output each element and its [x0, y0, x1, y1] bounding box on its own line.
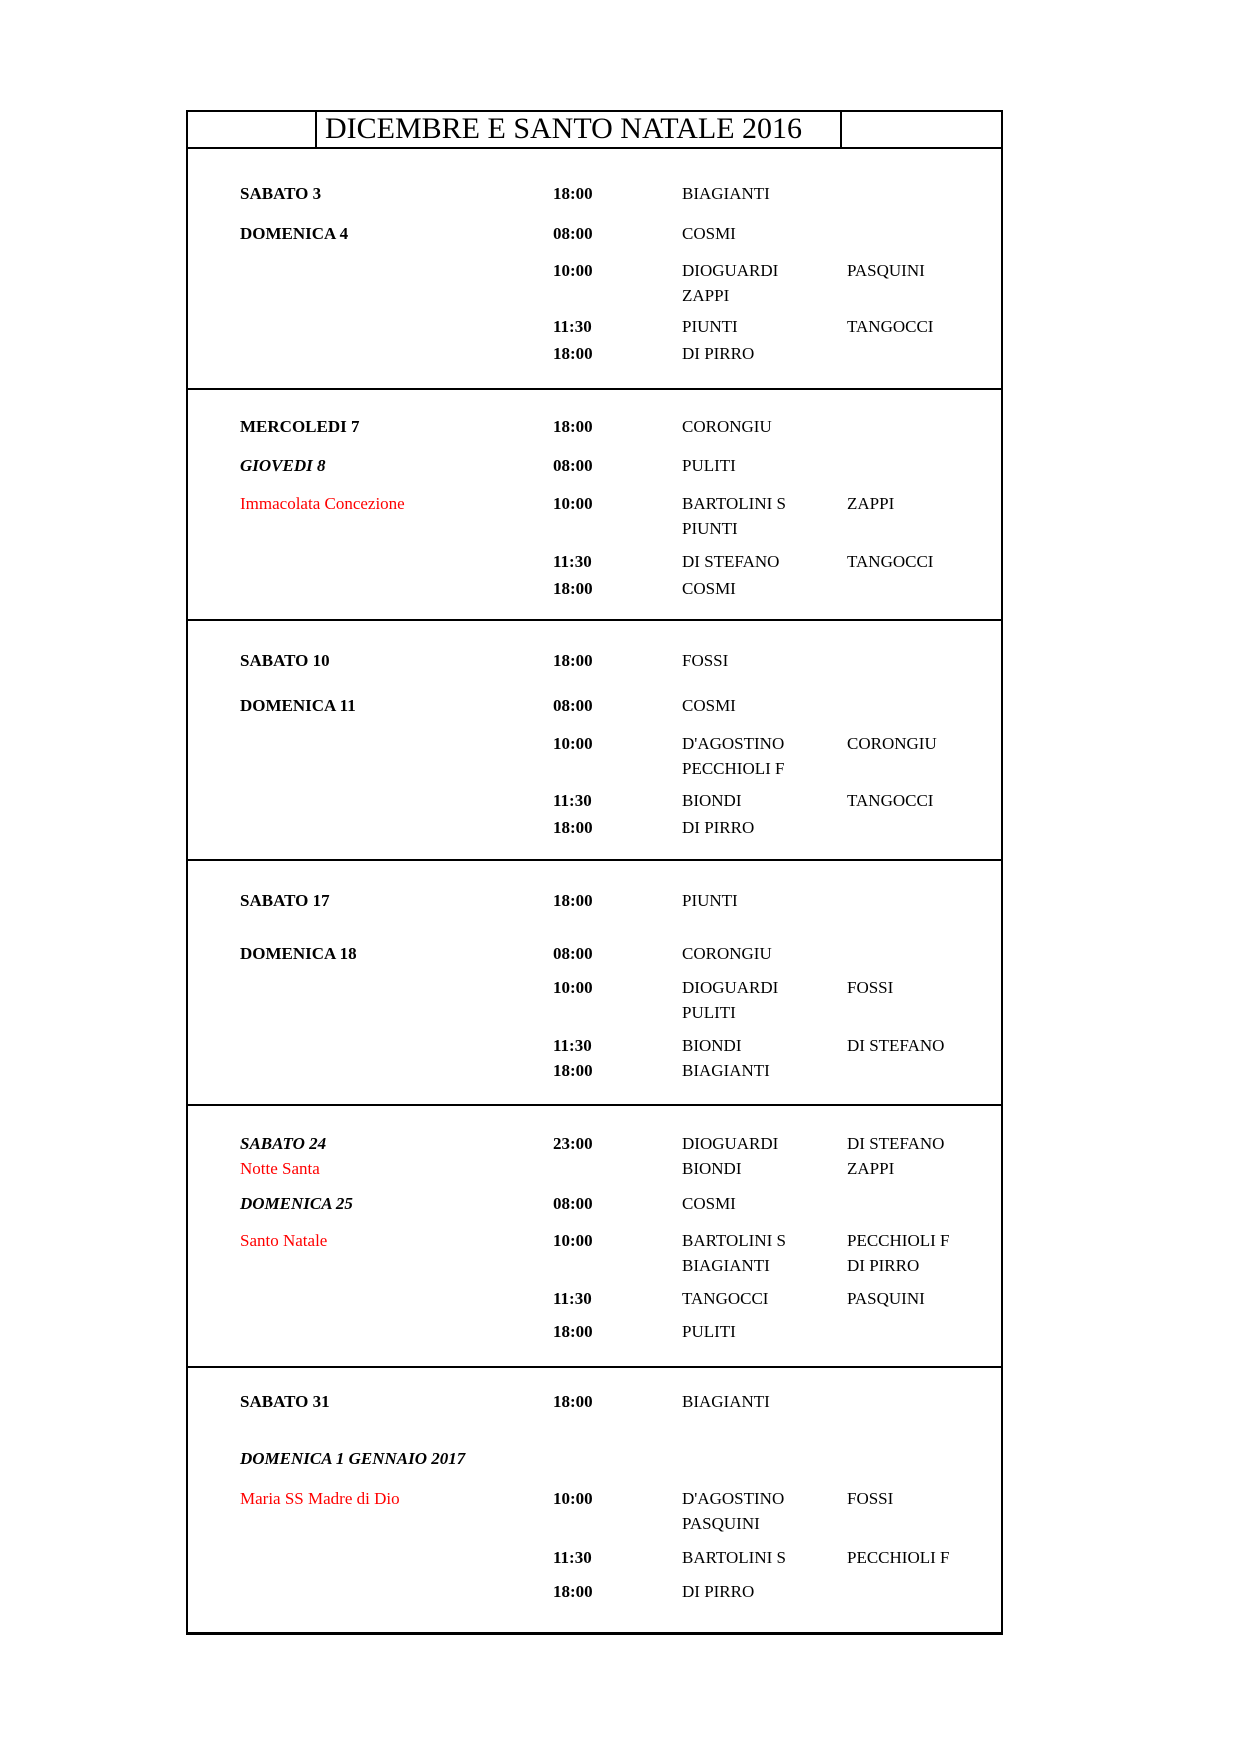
schedule-row [188, 1156, 1001, 1181]
celebrant-name-2: ZAPPI [847, 494, 895, 513]
schedule-row [188, 1511, 1001, 1536]
celebrant-name-1: BARTOLINI S [682, 1548, 786, 1567]
celebrant-name-1: DI STEFANO [682, 552, 780, 571]
celebrant-name-1: CORONGIU [682, 417, 772, 436]
celebrant-name-2: DI STEFANO [847, 1134, 945, 1153]
day-label: MERCOLEDI 7 [240, 417, 360, 436]
time-value: 18:00 [553, 818, 593, 837]
time-value: 08:00 [553, 456, 593, 475]
schedule-table [186, 110, 1003, 1635]
day-label: SABATO 31 [240, 1392, 330, 1411]
schedule-row [188, 1545, 1001, 1570]
schedule-row [188, 815, 1001, 840]
time-value: 11:30 [553, 552, 592, 571]
schedule-row [188, 491, 1001, 516]
celebrant-name-1: PIUNTI [682, 317, 738, 336]
time-value: 18:00 [553, 184, 593, 203]
celebrant-name-2: PASQUINI [847, 261, 925, 280]
schedule-section-0 [188, 149, 1001, 390]
time-value: 08:00 [553, 944, 593, 963]
celebrant-name-2: PECCHIOLI F [847, 1231, 950, 1250]
celebrant-name-1: DIOGUARDI [682, 261, 779, 280]
time-value: 23:00 [553, 1134, 593, 1153]
holiday-label: Immacolata Concezione [240, 494, 405, 513]
celebrant-name-1: DI PIRRO [682, 344, 755, 363]
schedule-row [188, 941, 1001, 966]
schedule-row [188, 756, 1001, 781]
schedule-row [188, 1319, 1001, 1344]
time-value: 18:00 [553, 417, 593, 436]
schedule-section-4 [188, 1106, 1001, 1368]
schedule-row [188, 549, 1001, 574]
celebrant-name-1: COSMI [682, 696, 736, 715]
schedule-row [188, 221, 1001, 246]
celebrant-name-2: CORONGIU [847, 734, 937, 753]
holiday-label: Santo Natale [240, 1231, 328, 1250]
celebrant-name-1: FOSSI [682, 651, 729, 670]
celebrant-name-1: COSMI [682, 224, 736, 243]
header-empty-right-cell [842, 112, 1001, 147]
celebrant-name-1: PECCHIOLI F [682, 759, 785, 778]
day-label: GIOVEDI 8 [240, 456, 326, 475]
time-value: 18:00 [553, 579, 593, 598]
celebrant-name-1: DI PIRRO [682, 1582, 755, 1601]
time-value: 08:00 [553, 696, 593, 715]
celebrant-name-1: BARTOLINI S [682, 1231, 786, 1250]
celebrant-name-1: DIOGUARDI [682, 978, 779, 997]
schedule-row [188, 731, 1001, 756]
time-value: 11:30 [553, 791, 592, 810]
holiday-label: Maria SS Madre di Dio [240, 1489, 400, 1508]
celebrant-name-1: BIAGIANTI [682, 1061, 770, 1080]
day-label: SABATO 24 [240, 1134, 327, 1153]
schedule-row [188, 1191, 1001, 1216]
celebrant-name-2: DI STEFANO [847, 1036, 945, 1055]
celebrant-name-1: BIONDI [682, 1159, 742, 1178]
time-value: 10:00 [553, 494, 593, 513]
time-value: 18:00 [553, 1322, 593, 1341]
time-value: 08:00 [553, 224, 593, 243]
table-header-row [188, 112, 1001, 149]
celebrant-name-1: TANGOCCI [682, 1289, 769, 1308]
time-value: 10:00 [553, 1489, 593, 1508]
celebrant-name-2: TANGOCCI [847, 552, 934, 571]
time-value: 18:00 [553, 1392, 593, 1411]
celebrant-name-1: BIONDI [682, 1036, 742, 1055]
celebrant-name-1: PULITI [682, 456, 736, 475]
schedule-section-1 [188, 390, 1001, 621]
schedule-row [188, 648, 1001, 673]
celebrant-name-2: DI PIRRO [847, 1256, 920, 1275]
celebrant-name-2: TANGOCCI [847, 791, 934, 810]
celebrant-name-1: PASQUINI [682, 1514, 760, 1533]
celebrant-name-1: COSMI [682, 1194, 736, 1213]
time-value: 10:00 [553, 734, 593, 753]
holiday-label: Notte Santa [240, 1159, 320, 1178]
celebrant-name-1: CORONGIU [682, 944, 772, 963]
schedule-row [188, 1579, 1001, 1604]
time-value: 11:30 [553, 1548, 592, 1567]
schedule-row [188, 181, 1001, 206]
day-label: SABATO 17 [240, 891, 330, 910]
schedule-row [188, 1058, 1001, 1083]
schedule-row [188, 888, 1001, 913]
schedule-row [188, 693, 1001, 718]
schedule-section-5 [188, 1368, 1001, 1632]
day-label: DOMENICA 11 [240, 696, 356, 715]
time-value: 11:30 [553, 317, 592, 336]
schedule-row [188, 516, 1001, 541]
celebrant-name-1: BIAGIANTI [682, 184, 770, 203]
celebrant-name-1: PIUNTI [682, 891, 738, 910]
celebrant-name-1: PULITI [682, 1322, 736, 1341]
celebrant-name-2: TANGOCCI [847, 317, 934, 336]
schedule-row [188, 1446, 1001, 1471]
day-label: DOMENICA 4 [240, 224, 349, 243]
schedule-section-3 [188, 861, 1001, 1106]
header-empty-left-cell [188, 112, 317, 147]
time-value: 18:00 [553, 1582, 593, 1601]
time-value: 10:00 [553, 1231, 593, 1250]
day-label: SABATO 10 [240, 651, 330, 670]
schedule-row [188, 975, 1001, 1000]
schedule-row [188, 1253, 1001, 1278]
celebrant-name-2: PASQUINI [847, 1289, 925, 1308]
schedule-row [188, 1000, 1001, 1025]
schedule-row [188, 1286, 1001, 1311]
celebrant-name-1: COSMI [682, 579, 736, 598]
schedule-row [188, 1486, 1001, 1511]
schedule-row [188, 453, 1001, 478]
celebrant-name-1: BIAGIANTI [682, 1392, 770, 1411]
day-label: SABATO 3 [240, 184, 322, 203]
schedule-row [188, 1228, 1001, 1253]
schedule-row [188, 258, 1001, 283]
schedule-row [188, 314, 1001, 339]
day-label: DOMENICA 25 [240, 1194, 353, 1213]
time-value: 18:00 [553, 1061, 593, 1080]
celebrant-name-1: PULITI [682, 1003, 736, 1022]
celebrant-name-2: ZAPPI [847, 1159, 895, 1178]
day-label: DOMENICA 1 GENNAIO 2017 [240, 1449, 466, 1468]
celebrant-name-1: BIONDI [682, 791, 742, 810]
schedule-row [188, 283, 1001, 308]
time-value: 11:30 [553, 1289, 592, 1308]
time-value: 18:00 [553, 651, 593, 670]
time-value: 11:30 [553, 1036, 592, 1055]
celebrant-name-1: BIAGIANTI [682, 1256, 770, 1275]
celebrant-name-2: PECCHIOLI F [847, 1548, 950, 1567]
celebrant-name-1: D'AGOSTINO [682, 734, 785, 753]
time-value: 08:00 [553, 1194, 593, 1213]
schedule-row [188, 1131, 1001, 1156]
schedule-row [188, 788, 1001, 813]
celebrant-name-1: DI PIRRO [682, 818, 755, 837]
celebrant-name-2: FOSSI [847, 978, 894, 997]
celebrant-name-1: BARTOLINI S [682, 494, 786, 513]
day-label: DOMENICA 18 [240, 944, 357, 963]
celebrant-name-1: ZAPPI [682, 286, 730, 305]
celebrant-name-1: DIOGUARDI [682, 1134, 779, 1153]
page-title: DICEMBRE E SANTO NATALE 2016 [317, 112, 842, 147]
time-value: 10:00 [553, 978, 593, 997]
schedule-row [188, 341, 1001, 366]
celebrant-name-1: PIUNTI [682, 519, 738, 538]
celebrant-name-2: FOSSI [847, 1489, 894, 1508]
schedule-row [188, 414, 1001, 439]
time-value: 10:00 [553, 261, 593, 280]
schedule-row [188, 1033, 1001, 1058]
time-value: 18:00 [553, 344, 593, 363]
schedule-row [188, 576, 1001, 601]
time-value: 18:00 [553, 891, 593, 910]
celebrant-name-1: D'AGOSTINO [682, 1489, 785, 1508]
schedule-row [188, 1389, 1001, 1414]
schedule-section-2 [188, 621, 1001, 861]
